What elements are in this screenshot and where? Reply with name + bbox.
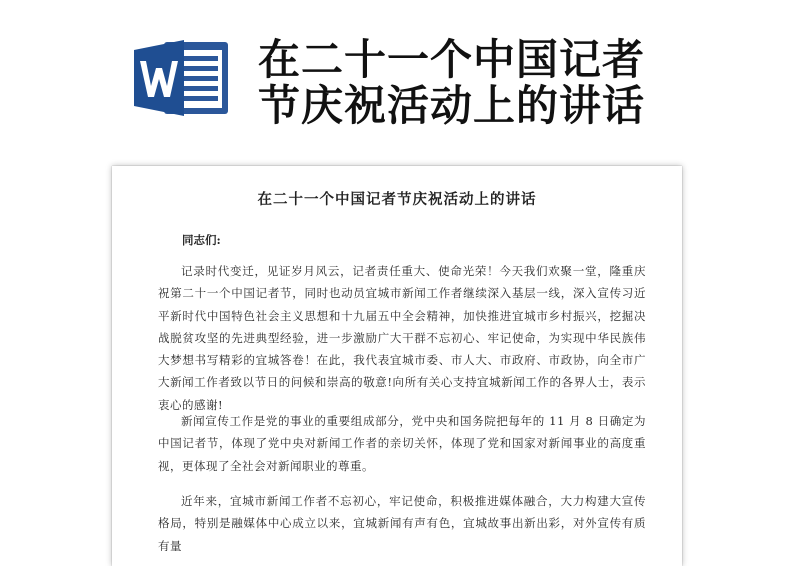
paragraph-3: 近年来，宜城市新闻工作者不忘初心，牢记使命，积极推进媒体融合，大力构建大宣传格局，特别是融媒体中心成立以来，宜城新闻有声有色，宜城故事出新出彩，对外宣传有质有量 xyxy=(158,494,646,553)
paragraph-2: 新闻宣传工作是党的事业的重要组成部分，党中央和国务院把每年的 11 月 8 日确定为中国记者节，体现了党中央对新闻工作者的亲切关怀，体现了党和国家对新闻事业的高度重视，更体现了全社会对新闻职业的尊重。 xyxy=(158,414,646,473)
document-title: 在二十一个中国记者节庆祝活动上的讲话 xyxy=(257,191,537,208)
document-page xyxy=(112,166,682,566)
salutation: 同志们: xyxy=(182,233,221,247)
word-document-icon xyxy=(134,40,230,116)
banner-title-line2: 节庆祝活动上的讲话 xyxy=(258,81,646,130)
banner-title-line1: 在二十一个中国记者 xyxy=(258,35,646,84)
paragraph-1: 记录时代变迁，见证岁月风云，记者责任重大、使命光荣！今天我们欢聚一堂，隆重庆祝第二十一个中国记者节，同时也动员宜城市新闻工作者继续深入基层一线，深入宣传习近平新时代中国特色社会主义思想和十九届五中全会精神，加快推进宜城市乡村振兴，挖掘决战脱贫攻坚的先进典型经验，进一步激励广大干群不忘初心、牢记使命，为实现中华民族伟大梦想书写精彩的宜城答卷！在此，我代表宜城市委、市人大、市政府、市政协，向全市广大新闻工作者致以节日的问候和崇高的敬意!向所有关心支持宜城新闻工作的各界人士，表示衷心的感谢! xyxy=(158,264,646,412)
banner-header xyxy=(0,0,800,150)
